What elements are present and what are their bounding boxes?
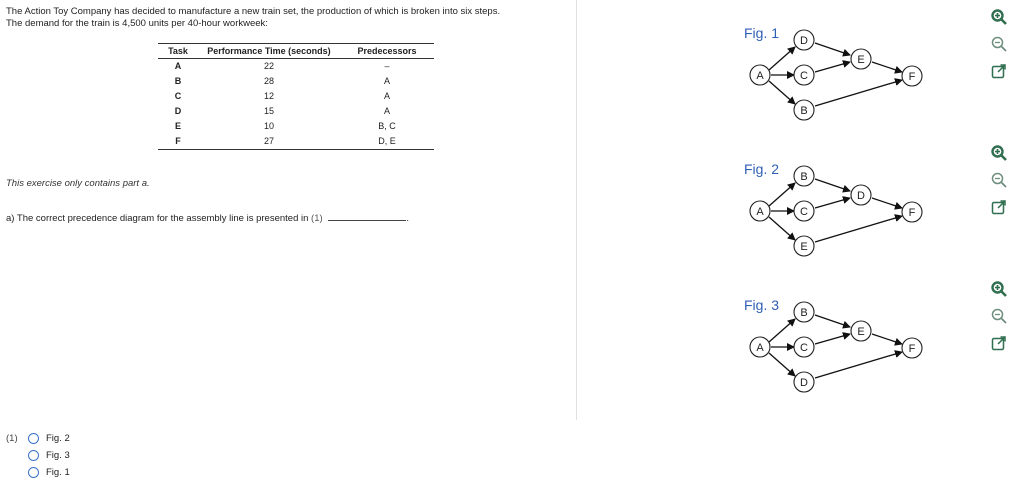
svg-text:E: E xyxy=(857,54,865,66)
task-cell: C xyxy=(174,91,182,101)
task-cell: A xyxy=(174,61,182,71)
svg-text:E: E xyxy=(800,241,808,253)
pred-cell: – xyxy=(384,61,390,71)
svg-text:F: F xyxy=(908,71,916,83)
radio-fig-1[interactable] xyxy=(28,467,39,478)
svg-text:D: D xyxy=(857,190,865,202)
node xyxy=(851,49,871,69)
time-cell: 10 xyxy=(263,121,274,131)
radio-fig-2[interactable] xyxy=(28,433,39,444)
node xyxy=(794,302,814,322)
node xyxy=(794,201,814,221)
table-row xyxy=(158,74,434,89)
node xyxy=(902,338,922,358)
edge xyxy=(769,217,795,240)
exercise-note: This exercise only contains part a. xyxy=(6,178,150,189)
edge xyxy=(815,43,850,55)
node xyxy=(794,372,814,392)
popout-icon[interactable] xyxy=(990,198,1008,216)
figure-1 xyxy=(744,25,922,120)
column-divider xyxy=(576,0,577,420)
popout-icon[interactable] xyxy=(990,62,1008,80)
node xyxy=(794,337,814,357)
node xyxy=(851,185,871,205)
node xyxy=(794,166,814,186)
option-row[interactable] xyxy=(6,430,70,447)
option-label[interactable]: Fig. 3 xyxy=(46,450,70,461)
zoom-out-icon[interactable] xyxy=(990,35,1008,53)
task-cell: B xyxy=(174,76,182,86)
pred-cell: A xyxy=(383,91,390,101)
answer-options xyxy=(6,430,70,481)
edge xyxy=(769,47,795,70)
zoom-in-icon[interactable] xyxy=(990,8,1008,26)
pred-cell: D, E xyxy=(340,134,434,150)
svg-text:F: F xyxy=(908,207,916,219)
table-row xyxy=(158,134,434,150)
edge xyxy=(815,352,902,378)
intro-line-1: The Action Toy Company has decided to manufacture a new train set, the production of which is broken into six steps. xyxy=(6,6,501,17)
question-a xyxy=(6,211,409,224)
zoom-out-icon[interactable] xyxy=(990,171,1008,189)
intro-line-2: The demand for the train is 4,500 units per 40-hour workweek: xyxy=(6,17,268,29)
svg-text:B: B xyxy=(800,105,808,117)
header-task: Task xyxy=(158,44,198,59)
task-table xyxy=(158,43,434,150)
zoom-out-icon[interactable] xyxy=(990,307,1008,325)
edge xyxy=(872,62,902,72)
option-label[interactable]: Fig. 2 xyxy=(46,433,70,444)
node xyxy=(794,30,814,50)
answer-blank[interactable] xyxy=(328,211,406,221)
svg-text:A: A xyxy=(756,342,764,354)
pred-cell: B, C xyxy=(378,121,396,131)
node xyxy=(750,201,770,221)
svg-text:C: C xyxy=(800,342,808,354)
option-row[interactable] xyxy=(6,464,70,481)
svg-text:A: A xyxy=(756,206,764,218)
edge xyxy=(815,334,850,344)
task-cell: E xyxy=(174,121,181,131)
time-cell: 15 xyxy=(263,106,274,116)
pred-cell: A xyxy=(383,76,390,86)
fig-3-label: Fig. 3 xyxy=(744,297,780,313)
precedence-figures xyxy=(740,20,980,400)
zoom-in-icon[interactable] xyxy=(990,144,1008,162)
fig-1-label: Fig. 1 xyxy=(744,25,780,41)
node xyxy=(750,337,770,357)
options-prefix: (1) xyxy=(6,433,18,444)
svg-text:A: A xyxy=(756,70,764,82)
edge xyxy=(815,179,850,191)
header-predecessors: Predecessors xyxy=(340,44,434,59)
edge xyxy=(769,353,795,376)
edge xyxy=(815,62,850,72)
option-row[interactable] xyxy=(6,447,70,464)
table-row xyxy=(158,119,434,134)
fig-2-toolbar xyxy=(990,144,1008,225)
table-row xyxy=(158,89,434,104)
node xyxy=(794,65,814,85)
edge xyxy=(815,80,902,106)
svg-text:B: B xyxy=(800,307,808,319)
table-row xyxy=(158,104,434,119)
time-cell: 12 xyxy=(263,91,274,101)
svg-text:F: F xyxy=(908,343,916,355)
node xyxy=(851,321,871,341)
question-end: . xyxy=(406,213,409,224)
edge xyxy=(815,315,850,327)
node xyxy=(794,236,814,256)
question-text: a) The correct precedence diagram for the assembly line is presented in xyxy=(6,213,309,224)
svg-text:D: D xyxy=(800,377,808,389)
edge xyxy=(872,334,902,344)
svg-text:C: C xyxy=(800,70,808,82)
task-cell: D xyxy=(174,106,182,116)
option-label[interactable]: Fig. 1 xyxy=(46,467,70,478)
svg-text:D: D xyxy=(800,35,808,47)
radio-fig-3[interactable] xyxy=(28,450,39,461)
fig-1-toolbar xyxy=(990,8,1008,89)
blank-label: (1) xyxy=(311,213,323,224)
edge xyxy=(872,198,902,208)
node xyxy=(902,202,922,222)
time-cell: 27 xyxy=(198,134,340,150)
figure-2 xyxy=(744,161,922,256)
task-cell: F xyxy=(158,134,198,150)
fig-3-toolbar xyxy=(990,280,1008,361)
svg-text:B: B xyxy=(800,171,808,183)
zoom-in-icon[interactable] xyxy=(990,280,1008,298)
node xyxy=(750,65,770,85)
node xyxy=(902,66,922,86)
table-row xyxy=(158,59,434,75)
fig-2-label: Fig. 2 xyxy=(744,161,780,177)
problem-intro xyxy=(6,6,500,29)
node xyxy=(794,100,814,120)
svg-text:C: C xyxy=(800,206,808,218)
header-time: Performance Time (seconds) xyxy=(198,44,340,59)
pred-cell: A xyxy=(383,106,390,116)
edge xyxy=(769,81,795,104)
edge xyxy=(815,216,902,242)
time-cell: 28 xyxy=(263,76,274,86)
edge xyxy=(769,183,795,206)
time-cell: 22 xyxy=(263,61,274,71)
popout-icon[interactable] xyxy=(990,334,1008,352)
figure-3 xyxy=(744,297,922,392)
edge xyxy=(815,198,850,208)
svg-text:E: E xyxy=(857,326,865,338)
edge xyxy=(769,319,795,342)
